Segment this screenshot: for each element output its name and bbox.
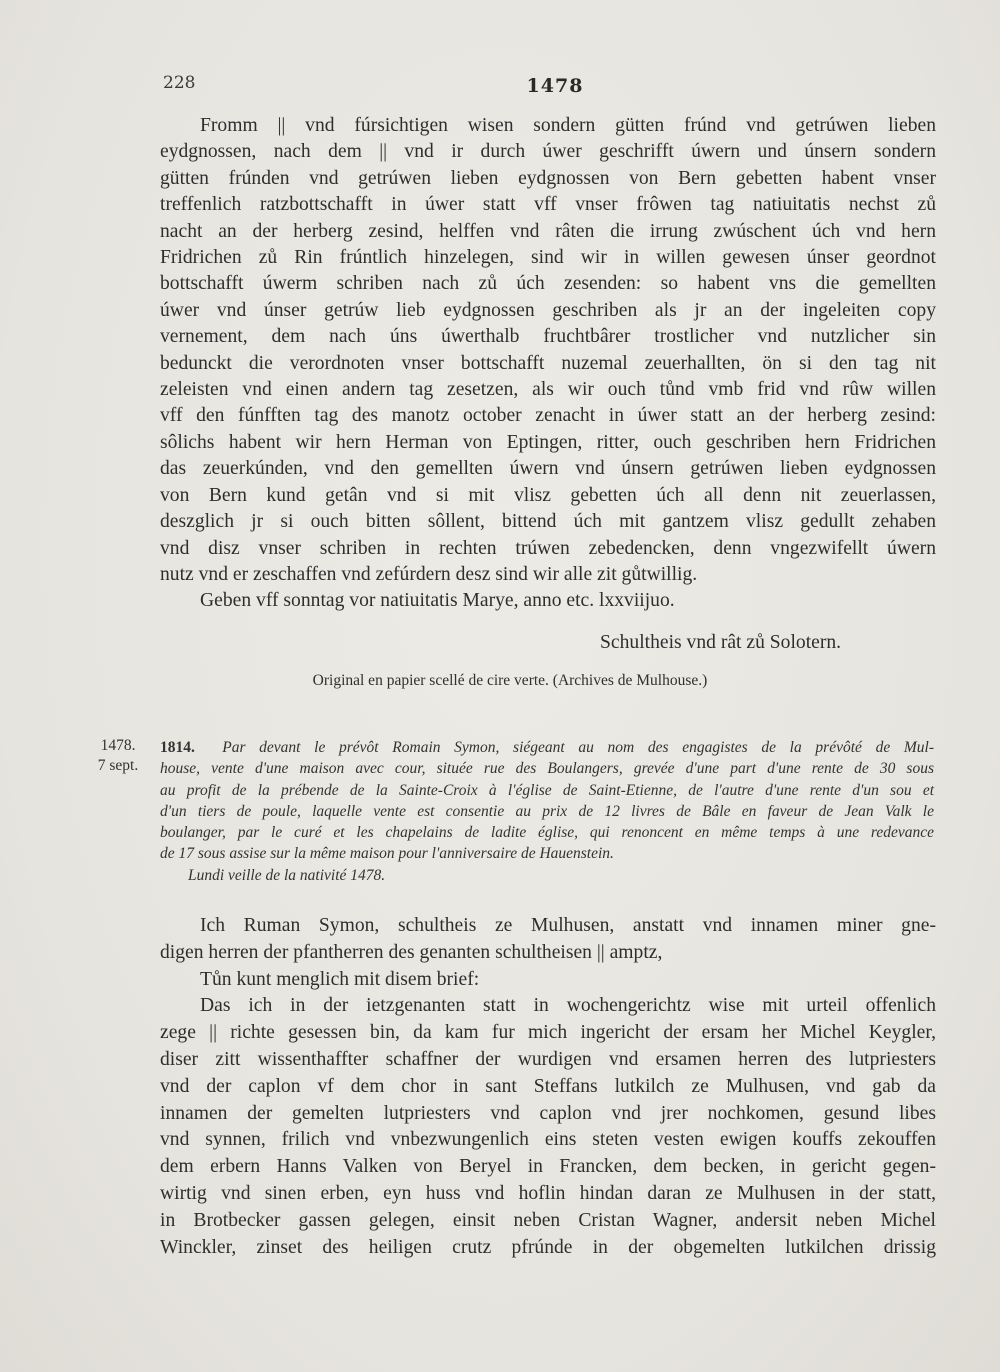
text-line: zeleisten vnd einen andern tag zesetzen, als wir ouch tůnd vmb frid vnd rûw willen: [160, 379, 936, 401]
text-line: deszglich jr si ouch bitten sôllent, bittend úch mit gantzem vlisz gedullt zehaben: [160, 511, 936, 533]
regest-line: 1814. Par devant le prévôt Romain Symon, siégeant au nom des engagistes de la prévôté de Mul-: [160, 739, 935, 756]
text-line: eydgnossen, nach dem || vnd ir durch úwer geschrifft úwern und únsern sondern: [160, 141, 936, 163]
text-line: zege || richte gesessen bin, da kam fur mich ingericht der ersam her Michel Keygler,: [160, 1022, 936, 1044]
text-line: digen herren der pfantherren des genanten schultheisen || amptz,: [160, 941, 663, 963]
text-line: vernement, dem nach úns úwerthalb fruchtbârer trostlicher vnd nutzlicher sin: [160, 326, 936, 348]
text-line: vff den fúnfften tag des manotz october zenacht in úwer statt an der herberg zesind:: [160, 405, 936, 427]
dating-line: Geben vff sonntag vor natiuitatis Marye, anno etc. lxxviijuo.: [200, 590, 675, 612]
margin-date: [86, 736, 150, 776]
text-line: úwer vnd únser getrúw lieb eydgnossen geschriben als jr an der ingeleiten copy: [160, 299, 936, 321]
text-line: Winckler, zinset des heiligen crutz pfrúnde in der obgemelten lutkilchen drissig: [160, 1236, 936, 1258]
regest-line: d'un tiers de poule, laquelle vente est consentie au prix de 12 livres de Bâle en faveur de Jean Valk le: [160, 802, 934, 820]
regest-line: boulanger, par le curé et les chapelains de ladite église, qui renoncent en même temps à une redevance: [160, 824, 934, 842]
entry-regest: [160, 737, 934, 886]
text-line: Tůn kunt menglich mit disem brief:: [200, 968, 480, 990]
running-head-year: 1478: [526, 75, 584, 97]
text-line: Das ich in der ietzgenanten statt in wochengerichtz wise mit urteil offenlich: [200, 995, 936, 1017]
text-line: treffenlich ratzbottschafft in úwer statt vff vnser frôwen tag natiuitatis nechst zů: [160, 194, 936, 216]
text-line: nacht an der herberg zesind, helffen vnd râten die irrung zwúschent úch vnd hern: [160, 220, 936, 242]
text-line: vnd disz vnser schriben in rechten trúwen zebedencken, denn vngezwifellt úwern: [160, 537, 936, 559]
text-line: bottschafft úwerm schriben nach zů úch zesenden: so habent vns die gemellten: [160, 273, 936, 295]
text-line: gütten frúnden vnd getrúwen lieben eydgnossen von Bern gebetten habent vnser: [160, 167, 936, 189]
margin-year: 1478.: [100, 737, 136, 754]
regest-line: au profit de la prébende de la Sainte-Croix à l'église de Saint-Etienne, de l'autre d'une rente d'un sou et: [160, 781, 934, 799]
source-note: Original en papier scellé de cire verte. (Archives de Mulhouse.): [312, 672, 708, 689]
letter-text: [160, 113, 936, 615]
charter-text: [160, 913, 936, 1261]
regest-date: Lundi veille de la nativité 1478.: [188, 866, 386, 884]
text-line: diser zitt wissenthaffter schaffner der wurdigen vnd ersamen herren des lutpriesters: [160, 1048, 936, 1070]
text-line: in Brotbecker gassen gelegen, einsit neben Cristan Wagner, andersit neben Michel: [160, 1209, 936, 1231]
text-line: das zeuerkúnden, vnd den gemellten úwern vnd únsern getrúwen lieben eydgnossen: [160, 458, 936, 480]
margin-day: 7 sept.: [97, 757, 139, 774]
text-line: Fridrichen zů Rin frúntlich hinzelegen, sind wir in willen gewesen únser geordnot: [160, 247, 936, 269]
text-line: sôlichs habent wir hern Herman von Eptingen, ritter, ouch geschriben hern Fridrichen: [160, 431, 936, 453]
regest-line: house, vente d'une maison avec cour, située rue des Boulangers, grevée d'une part d'une rente de 30 sous: [160, 760, 934, 778]
regest-line: de 17 sous assise sur la même maison pour l'anniversaire de Hauenstein.: [160, 845, 614, 863]
text-line: vnd synnen, frilich vnd vnbezwungenlich eins steten vesten ewigen kouffs zekouffen: [160, 1129, 936, 1151]
text-line: vnd der caplon vf dem chor in sant Steffans lutkilch ze Mulhusen, vnd gab da: [160, 1075, 936, 1097]
text-line: nutz vnd er zeschaffen vnd zefúrdern desz sind wir alle zit gůtwillig.: [160, 563, 698, 585]
text-line: wirtig vnd sinen erben, eyn huss vnd hoflin hindan daran ze Mulhusen in der statt,: [160, 1182, 936, 1204]
entry-number: 1814.: [160, 739, 195, 756]
signature-line: Schultheis vnd rât zů Solotern.: [600, 632, 842, 653]
text-line: dem erbern Hanns Valken von Beryel in Francken, dem becken, in gericht gegen-: [160, 1156, 936, 1178]
page-number: 228: [163, 73, 196, 93]
text-line: innamen der gemelten lutpriesters vnd caplon vnd jrer nochkomen, gesund libes: [160, 1102, 936, 1124]
text-line: Fromm || vnd fúrsichtigen wisen sondern gütten frúnd vnd getrúwen lieben: [200, 115, 936, 136]
text-line: Ich Ruman Symon, schultheis ze Mulhusen, anstatt vnd innamen miner gne-: [200, 915, 936, 936]
text-line: bedunckt die verordnoten vnser bottschafft nuzemal zeuerhallten, ön si den tag nit: [160, 352, 936, 374]
text-line: von Bern kund getân vnd si mit vlisz gebetten úch all denn nit zeuerlassen,: [160, 484, 936, 506]
